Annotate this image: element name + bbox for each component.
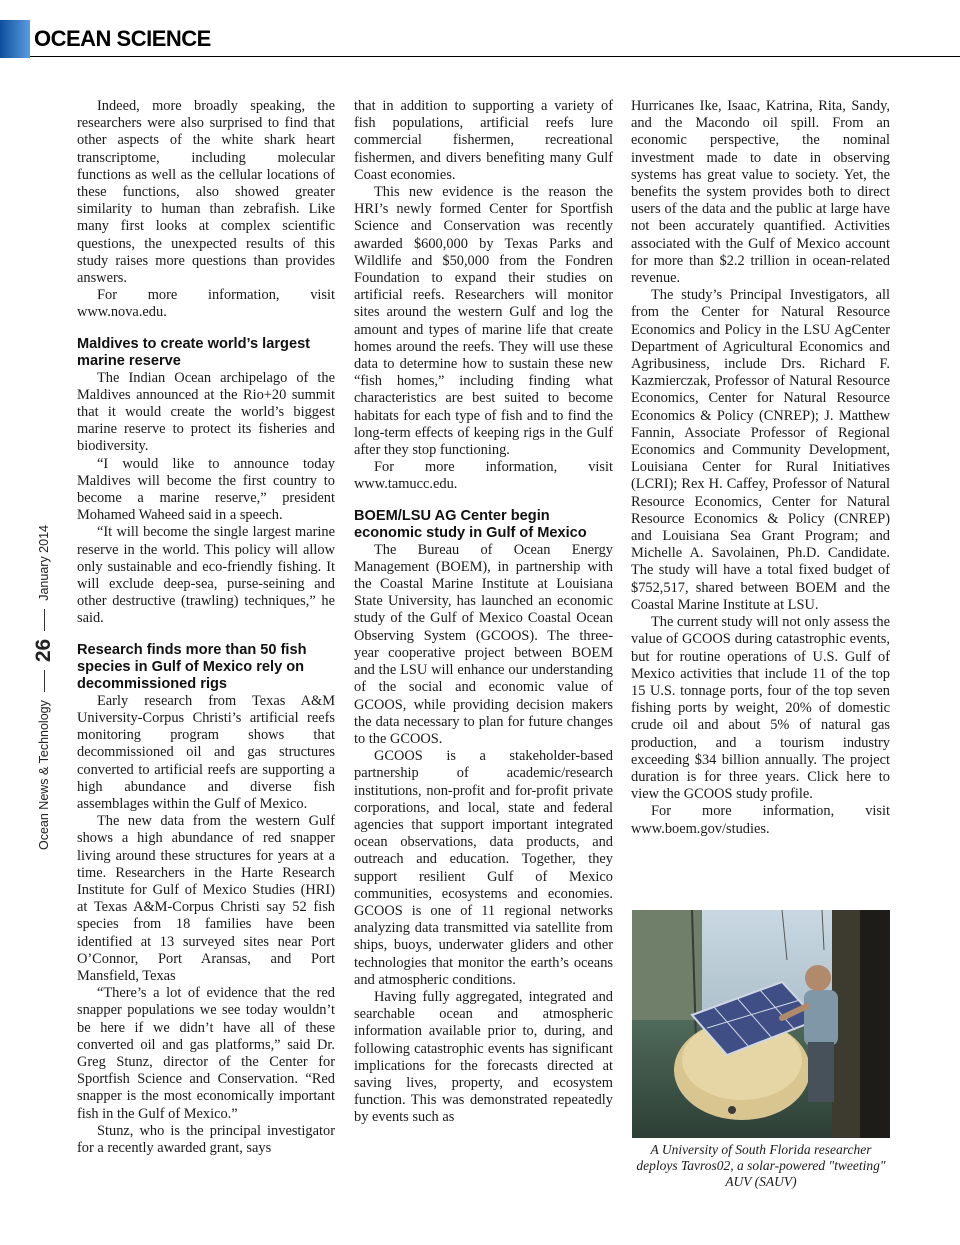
auv-photo xyxy=(632,910,890,1138)
more-info-paragraph: For more information, visit www.tamucc.edu. xyxy=(354,459,613,493)
column-3 xyxy=(631,98,890,838)
more-info-paragraph: For more information, visit www.boem.gov/studies. xyxy=(631,803,890,837)
page-number: 26 xyxy=(32,638,55,663)
side-folio xyxy=(22,0,55,1245)
header-rule xyxy=(30,56,960,57)
article-headline-boem: BOEM/LSU AG Center begin economic study in Gulf of Mexico xyxy=(354,507,587,541)
paragraph: “There’s a lot of evidence that the red snapper populations we see today wouldn’t be here if we didn’t have all of these converted oil and gas platforms,” said Dr. Greg Stunz, director of the Center for Sportfish Science and Conservation. “Red snapper is the most economically important fish in the Gulf of Mexico.” xyxy=(77,985,335,1122)
paragraph: The Bureau of Ocean Energy Management (BOEM), in partnership with the Coastal Marine Institute at Louisiana State University, has launched an economic study of the Gulf of Mexico Coastal Ocean Observing System (GCOOS). The three-year cooperative project between BOEM and the LSU will enhance our understanding of the social and economic value of GCOOS, while providing decision makers the data necessary to plan for future changes to the GCOOS. xyxy=(354,541,613,747)
paragraph: Stunz, who is the principal investigator for a recently awarded grant, says xyxy=(77,1122,335,1156)
article-headline-maldives: Maldives to create world’s largest marine reserve xyxy=(77,335,311,369)
section-header xyxy=(0,20,960,60)
paragraph: The Indian Ocean archipelago of the Maldives announced at the Rio+20 summit that it would create the world’s biggest marine reserve to protect its fisheries and biodiversity. xyxy=(77,369,335,455)
paragraph: This new evidence is the reason the HRI’s newly formed Center for Sportfish Science and Conservation was recently awarded $600,000 by Texas Parks and Wildlife and $50,000 from the Fondren Foundation to expand their studies on artificial reefs. Researchers will monitor sites around the western Gulf and log the amount and types of marine life that create homes around the reefs. They will use these data to determine how to sustain these new “fish homes,” including finding what characteristics are best suited to become habitats for each type of fish and to find the long-term effects of keeping rigs in the Gulf after they stop functioning. xyxy=(354,184,613,459)
photo-caption: A University of South Florida researcher deploys Tavros02, a solar-powered "tweeting" AUV (SAUV) xyxy=(636,1142,886,1189)
paragraph: Indeed, more broadly speaking, the researchers were also surprised to find that other aspects of the white shark heart transcriptome, including molecular functions as well as the cellular locations of these functions, also showed greater similarity to human than zebrafish. Like many first looks at complex scientific questions, the unexpected results of this study raises more questions than provides answers. xyxy=(77,98,335,287)
folio-divider xyxy=(44,670,45,692)
publication-name: Ocean News & Technology xyxy=(37,700,51,850)
section-title: OCEAN SCIENCE xyxy=(34,26,211,51)
paragraph: The study’s Principal Investigators, all from the Center for Natural Resource Economics and Policy in the LSU AgCenter Department of Agricultural Economics and Agribusiness, include Drs. Richard F. Kazmierczak, Professor of Natural Resource Economics, Center for Natural Resource Economics & Policy (CNREP); J. Matthew Fannin, Associate Professor of Regional Economics and Community Development, Louisiana Center for Rural Initiatives (LCRI); Rex H. Caffey, Professor of Natural Resource Economics, Center for Natural Resource Economics & Policy (CNREP) and Louisiana Sea Grant Program; and Michelle A. Savolainen, Ph.D. Candidate. The study will have a total fixed budget of $752,517, shared between BOEM and the Coastal Marine Institute at LSU. xyxy=(631,287,890,613)
paragraph: The current study will not only assess the value of GCOOS during catastrophic events, but for routine operations of U.S. Gulf of Mexico activities that include 11 of the top 15 U.S. tonnage ports, four of the top seven fishing ports by weight, 20% of domestic crude oil and about 5% of natural gas production, and a tourism industry exceeding $34 billion annually. The project duration is for three years. Click here to view the GCOOS study profile. xyxy=(631,614,890,803)
article-headline-research: Research finds more than 50 fish species in Gulf of Mexico rely on decommissioned rigs xyxy=(77,641,307,692)
issue-date: January 2014 xyxy=(37,525,51,601)
more-info-paragraph: For more information, visit www.nova.edu. xyxy=(77,287,335,321)
paragraph: Early research from Texas A&M University-Corpus Christi’s artificial reefs monitoring program shows that decommissioned oil and gas structures converted to artificial reefs are supporting a high abundance and diverse fish assemblages within the Gulf of Mexico. xyxy=(77,692,335,812)
column-2 xyxy=(354,98,613,1127)
paragraph: that in addition to supporting a variety of fish populations, artificial reefs lure commercial fishermen, recreational fishermen, and divers benefiting many Gulf Coast economies. xyxy=(354,98,613,183)
auv-photo-illustration xyxy=(632,910,890,1138)
paragraph: “It will become the single largest marine reserve in the world. This policy will allow only sustainable and eco-friendly fishing. It will exclude deep-sea, purse-seining and other destructive (trawling) techniques,” he said. xyxy=(77,524,335,627)
paragraph: GCOOS is a stakeholder-based partnership of academic/research institutions, non-profit and for-profit private corporations, and local, state and federal agencies that support important integrated ocean observations, data products, and outreach and education. Together, they support resilient Gulf of Mexico communities, ecosystems and economies. GCOOS is one of 11 regional networks analyzing data transmitted via satellite from ships, buoys, underwater gliders and other technologies that monitor the earth’s oceans and atmospheric conditions. xyxy=(354,748,613,988)
column-1 xyxy=(77,98,335,1157)
paragraph: The new data from the western Gulf shows a high abundance of red snapper living around these structures for years at a time. Researchers in the Harte Research Institute for Gulf of Mexico Studies (HRI) at Texas A&M-Corpus Christi say 52 fish species from 18 families have been identified at 13 surveyed sites near Port O’Connor, Port Aransas, and Port Mansfield, Texas xyxy=(77,813,335,984)
paragraph: Having fully aggregated, integrated and searchable ocean and atmospheric information available prior to, during, and following catastrophic events has significant implications for the forecasts directed at saving lives, property, and ecosystem function. This was demonstrated repeatedly by events such as xyxy=(354,988,613,1126)
folio-divider xyxy=(44,609,45,631)
folio-line xyxy=(32,525,56,850)
paragraph: “I would like to announce today Maldives will become the first country to become a marine reserve,” president Mohamed Waheed said in a speech. xyxy=(77,455,335,524)
paragraph: Hurricanes Ike, Isaac, Katrina, Rita, Sandy, and the Macondo oil spill. From an economic perspective, the nominal investment made to date in observing systems has great value to society. Yet, the benefits the system provides both to direct users of the data and the public at large have not been accurately quantified. Activities associated with the Gulf of Mexico account for more than $2.2 trillion in ocean-related revenue. xyxy=(631,98,890,287)
